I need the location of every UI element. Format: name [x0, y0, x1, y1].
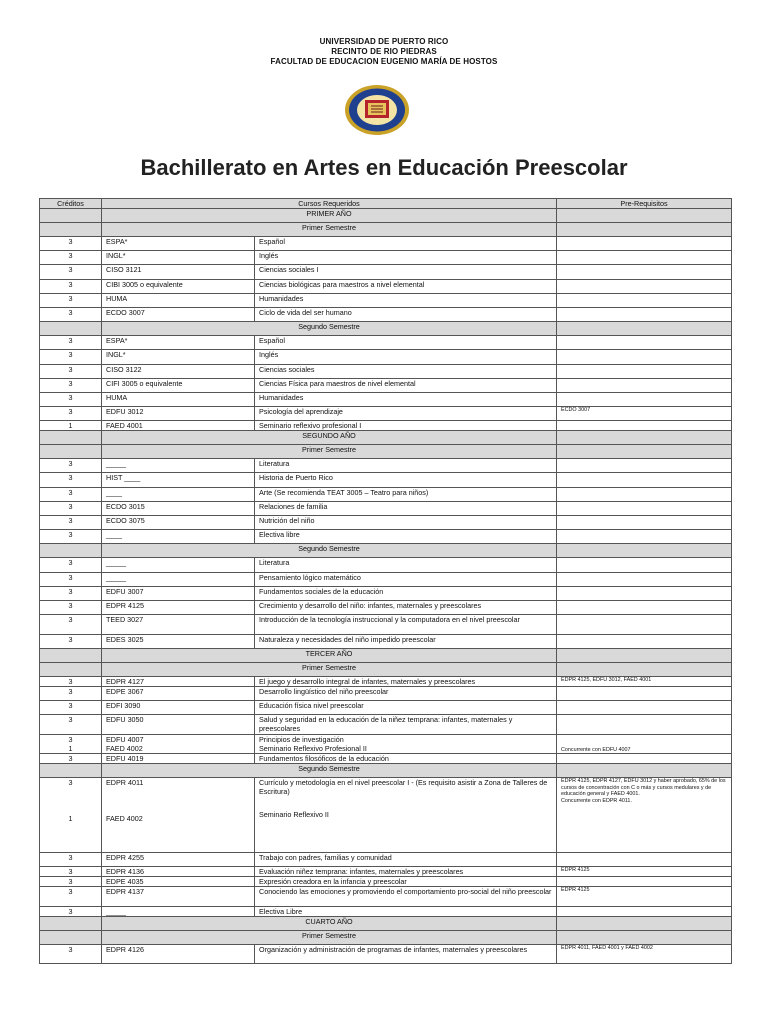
course-code-line: FAED 4002 [106, 814, 143, 824]
prerequisite-cell [557, 686, 732, 700]
course-code-cell: TEED 3027 [102, 615, 255, 635]
prerequisite-cell [557, 877, 732, 887]
year-heading [40, 431, 732, 445]
credits-line: 1 [68, 814, 73, 824]
course-name-cell: Humanidades [255, 392, 557, 406]
course-code-cell: EDPR 4255 [102, 853, 255, 867]
course-name-cell: Psicología del aprendizaje [255, 407, 557, 421]
course-name-cell: Español [255, 336, 557, 350]
prerequisite-cell [557, 307, 732, 321]
course-code-cell: ____ [102, 487, 255, 501]
university-name: UNIVERSIDAD DE PUERTO RICO [319, 37, 449, 46]
table-row [40, 778, 732, 853]
credits-cell: 3 [40, 487, 102, 501]
semester-heading [40, 764, 732, 778]
section-blank-cell [557, 544, 732, 558]
prerequisite-cell [557, 572, 732, 586]
course-code-cell: HUMA [102, 293, 255, 307]
course-code-cell: ESPA* [102, 336, 255, 350]
section-label: Primer Semestre [102, 930, 557, 944]
course-name-cell: Español [255, 237, 557, 251]
prerequisite-cell [557, 237, 732, 251]
credits-cell: 3 [40, 237, 102, 251]
credits-cell [40, 778, 102, 853]
course-code-cell: EDFU 3012 [102, 407, 255, 421]
section-blank-cell [557, 930, 732, 944]
course-code-cell: _____ [102, 558, 255, 572]
credits-header: Créditos [40, 199, 102, 209]
section-label: CUARTO AÑO [102, 916, 557, 930]
table-row [40, 530, 732, 544]
course-name-cell: Salud y seguridad en la educación de la niñez temprana: infantes, maternales y preescolares [255, 715, 557, 735]
table-header-row [40, 199, 732, 209]
credits-cell: 3 [40, 378, 102, 392]
course-code-cell: INGL* [102, 251, 255, 265]
prerequisite-cell [557, 392, 732, 406]
page-title: Bachillerato en Artes en Educación Preescolar [140, 155, 628, 180]
course-code-cell: _____ [102, 572, 255, 586]
section-blank-cell [557, 916, 732, 930]
section-label: Primer Semestre [102, 662, 557, 676]
course-code-cell: HIST ____ [102, 473, 255, 487]
table-row [40, 615, 732, 635]
section-blank-cell [40, 662, 102, 676]
prerequisite-cell [557, 378, 732, 392]
course-code-cell: _____ [102, 906, 255, 916]
section-blank-cell [40, 648, 102, 662]
course-code-cell: INGL* [102, 350, 255, 364]
credits-cell: 3 [40, 853, 102, 867]
course-name-cell: Inglés [255, 251, 557, 265]
prerequisite-cell [557, 501, 732, 515]
course-code-cell: _____ [102, 459, 255, 473]
prerequisite-cell [557, 906, 732, 916]
table-row [40, 558, 732, 572]
course-name-cell: Ciclo de vida del ser humano [255, 307, 557, 321]
section-blank-cell [557, 223, 732, 237]
course-code-line: EDPR 4011 [106, 778, 144, 788]
course-name-cell: Relaciones de familia [255, 501, 557, 515]
year-heading [40, 648, 732, 662]
course-name-cell: Inglés [255, 350, 557, 364]
table-row [40, 392, 732, 406]
credits-cell-line: 1 [68, 743, 73, 753]
course-name-cell: El juego y desarrollo integral de infantes, maternales y preescolares [255, 676, 557, 686]
credits-cell: 3 [40, 867, 102, 877]
table-row [40, 237, 732, 251]
table-row [40, 378, 732, 392]
section-blank-cell [40, 916, 102, 930]
course-name-cell: Organización y administración de programas de infantes, maternales y preescolares [255, 944, 557, 964]
credits-cell: 3 [40, 459, 102, 473]
prerequisite-cell [557, 265, 732, 279]
course-name-cell [255, 778, 557, 853]
credits-cell: 3 [40, 473, 102, 487]
prerequisite-cell: ECDO 3007 [557, 407, 732, 421]
prerequisite-cell [557, 600, 732, 614]
course-name-cell: Ciencias Física para maestros de nivel elemental [255, 378, 557, 392]
institution-header [0, 37, 768, 67]
table-row [40, 701, 732, 715]
prerequisite-cell [557, 586, 732, 600]
curriculum-table [39, 198, 732, 964]
course-name-cell: Seminario reflexivo profesional I [255, 421, 557, 431]
year-heading [40, 916, 732, 930]
table-row [40, 586, 732, 600]
table-row [40, 867, 732, 877]
credits-cell: 3 [40, 251, 102, 265]
table-row [40, 265, 732, 279]
semester-heading [40, 322, 732, 336]
table-row [40, 715, 732, 735]
prerequisite-line: EDPR 4125, EDPR 4127, EDFU 3012 y haber aprobado, 65% de los cursos de concentración con C o más y cursos medulares y de educación general y FAED 4001. [561, 778, 726, 798]
credits-cell: 3 [40, 634, 102, 648]
prerequisite-cell [557, 558, 732, 572]
section-blank-cell [40, 431, 102, 445]
credits-cell: 3 [40, 516, 102, 530]
section-blank-cell [40, 209, 102, 223]
course-name-cell: Historia de Puerto Rico [255, 473, 557, 487]
course-code-cell: CIBI 3005 o equivalente [102, 279, 255, 293]
table-row [40, 336, 732, 350]
credits-cell: 3 [40, 715, 102, 735]
prerequisite-cell [557, 701, 732, 715]
course-name-cell-line: Principios de investigación [259, 734, 344, 744]
section-blank-cell [557, 648, 732, 662]
course-name-cell: Trabajo con padres, familias y comunidad [255, 853, 557, 867]
section-blank-cell [557, 322, 732, 336]
course-name-cell: Introducción de la tecnología instruccional y la computadora en el nivel preescolar [255, 615, 557, 635]
credits-cell: 3 [40, 501, 102, 515]
semester-heading [40, 544, 732, 558]
credits-line: 3 [68, 778, 73, 788]
course-code-cell [102, 778, 255, 853]
prerequisite-line: Concurrente con EDPR 4011. [561, 797, 632, 804]
table-row [40, 676, 732, 686]
table-row [40, 473, 732, 487]
table-row [40, 350, 732, 364]
course-name-cell: Conociendo las emociones y promoviendo el comportamiento pro-social del niño preescolar [255, 887, 557, 907]
course-code-cell: FAED 4001 [102, 421, 255, 431]
prerequisite-cell: EDPR 4125, EDFU 3012, FAED 4001 [557, 676, 732, 686]
prerequisites-header: Pre-Requisitos [557, 199, 732, 209]
table-row [40, 887, 732, 907]
section-label: Segundo Semestre [102, 322, 557, 336]
credits-cell: 3 [40, 754, 102, 764]
credits-cell: 3 [40, 530, 102, 544]
course-name-cell: Arte (Se recomienda TEAT 3005 – Teatro para niños) [255, 487, 557, 501]
section-blank-cell [40, 223, 102, 237]
credits-cell: 3 [40, 350, 102, 364]
table-row [40, 877, 732, 887]
credits-cell: 3 [40, 600, 102, 614]
prerequisite-cell [557, 853, 732, 867]
course-code-cell: EDPR 4126 [102, 944, 255, 964]
prerequisite-cell [557, 279, 732, 293]
semester-heading [40, 930, 732, 944]
credits-cell: 3 [40, 572, 102, 586]
section-blank-cell [40, 322, 102, 336]
section-blank-cell [40, 764, 102, 778]
table-row [40, 407, 732, 421]
credits-cell: 3 [40, 279, 102, 293]
table-row [40, 906, 732, 916]
course-name-cell: Ciencias sociales I [255, 265, 557, 279]
credits-cell: 3 [40, 307, 102, 321]
course-code-cell: ECDO 3007 [102, 307, 255, 321]
prerequisite-cell [557, 364, 732, 378]
course-code-cell: CISO 3122 [102, 364, 255, 378]
credits-cell: 1 [40, 421, 102, 431]
faculty-name: FACULTAD DE EDUCACION EUGENIO MARÍA DE HOSTOS [270, 57, 498, 66]
table-row [40, 421, 732, 431]
prerequisite-cell [557, 715, 732, 735]
course-name-line: Seminario Reflexivo II [259, 810, 329, 820]
prerequisite-cell [557, 336, 732, 350]
semester-heading [40, 223, 732, 237]
credits-cell: 3 [40, 906, 102, 916]
credits-cell: 3 [40, 686, 102, 700]
table-row [40, 307, 732, 321]
table-row [40, 572, 732, 586]
credits-cell: 3 [40, 944, 102, 964]
table-row [40, 686, 732, 700]
prerequisite-cell [557, 516, 732, 530]
table-row [40, 279, 732, 293]
section-label: Primer Semestre [102, 445, 557, 459]
section-label: TERCER AÑO [102, 648, 557, 662]
prerequisite-cell [557, 251, 732, 265]
prerequisite-cell [557, 634, 732, 648]
course-name-cell: Educación física nivel preescolar [255, 701, 557, 715]
course-code-cell: CISO 3121 [102, 265, 255, 279]
credits-cell: 3 [40, 265, 102, 279]
table-row [40, 853, 732, 867]
course-code-cell: EDFU 4019 [102, 754, 255, 764]
course-code-cell: ____ [102, 530, 255, 544]
credits-cell: 3 [40, 877, 102, 887]
prerequisite-cell: EDPR 4011, FAED 4001 y FAED 4002 [557, 944, 732, 964]
prerequisite-cell: EDPR 4125 [557, 867, 732, 877]
course-code-cell: EDPR 4136 [102, 867, 255, 877]
semester-heading [40, 445, 732, 459]
campus-name: RECINTO DE RIO PIEDRAS [331, 47, 437, 56]
course-name-cell: Evaluación niñez temprana: infantes, maternales y preescolares [255, 867, 557, 877]
course-code-cell: EDPR 4137 [102, 887, 255, 907]
course-code-cell: EDPR 4125 [102, 600, 255, 614]
curriculum-body [40, 209, 732, 964]
course-name-cell: Literatura [255, 558, 557, 572]
courses-header: Cursos Requeridos [102, 199, 557, 209]
university-seal-icon [344, 84, 410, 136]
section-blank-cell [557, 209, 732, 223]
course-code-cell: EDPE 3067 [102, 686, 255, 700]
course-code-cell: ESPA* [102, 237, 255, 251]
prerequisite-cell [557, 459, 732, 473]
course-code-cell: EDPE 4035 [102, 877, 255, 887]
course-code-cell: EDPR 4127 [102, 676, 255, 686]
course-name-cell: Electiva libre [255, 530, 557, 544]
table-row [40, 293, 732, 307]
course-code-cell [102, 734, 255, 754]
year-heading [40, 209, 732, 223]
section-label: PRIMER AÑO [102, 209, 557, 223]
course-code-cell: ECDO 3015 [102, 501, 255, 515]
course-code-cell: CIFI 3005 o equivalente [102, 378, 255, 392]
credits-cell-line: 3 [68, 734, 73, 744]
prerequisite-cell [557, 473, 732, 487]
prerequisite-cell [557, 421, 732, 431]
credits-cell: 3 [40, 293, 102, 307]
table-row [40, 487, 732, 501]
credits-cell: 3 [40, 586, 102, 600]
credits-cell: 3 [40, 887, 102, 907]
course-code-cell: ECDO 3075 [102, 516, 255, 530]
table-row [40, 516, 732, 530]
credits-cell: 3 [40, 615, 102, 635]
credits-cell: 3 [40, 701, 102, 715]
course-name-cell: Pensamiento lógico matemático [255, 572, 557, 586]
semester-heading [40, 662, 732, 676]
prerequisite-cell: EDPR 4125 [557, 887, 732, 907]
section-blank-cell [40, 445, 102, 459]
section-label: Primer Semestre [102, 223, 557, 237]
section-blank-cell [40, 544, 102, 558]
prerequisite-cell [557, 350, 732, 364]
section-blank-cell [557, 662, 732, 676]
course-code-cell: HUMA [102, 392, 255, 406]
prerequisite-cell: Concurrente con EDFU 4007 [557, 734, 732, 754]
course-name-line: Currículo y metodología en el nivel preescolar I - (Es requisito asistir a Zona de Talleres de Escritura) [259, 778, 548, 797]
table-row [40, 734, 732, 754]
course-name-cell: Humanidades [255, 293, 557, 307]
prerequisite-cell [557, 293, 732, 307]
credits-cell: 3 [40, 392, 102, 406]
prerequisite-cell [557, 778, 732, 853]
course-code-cell: EDFI 3090 [102, 701, 255, 715]
section-blank-cell [557, 431, 732, 445]
course-name-cell: Expresión creadora en la infancia y preescolar [255, 877, 557, 887]
table-row [40, 634, 732, 648]
table-row [40, 459, 732, 473]
course-name-cell: Electiva Libre [255, 906, 557, 916]
course-code-cell-line: FAED 4002 [106, 743, 143, 753]
table-row [40, 944, 732, 964]
credits-cell [40, 734, 102, 754]
section-label: Segundo Semestre [102, 544, 557, 558]
credits-cell: 3 [40, 364, 102, 378]
table-row [40, 754, 732, 764]
course-name-cell: Crecimiento y desarrollo del niño: infantes, maternales y preescolares [255, 600, 557, 614]
section-blank-cell [40, 930, 102, 944]
course-name-cell: Fundamentos filosóficos de la educación [255, 754, 557, 764]
section-label: Segundo Semestre [102, 764, 557, 778]
prerequisite-cell [557, 487, 732, 501]
course-code-cell: EDFU 3007 [102, 586, 255, 600]
credits-cell: 3 [40, 558, 102, 572]
course-code-cell-line: EDFU 4007 [106, 734, 144, 744]
prerequisite-cell [557, 530, 732, 544]
course-code-cell: EDFU 3050 [102, 715, 255, 735]
course-name-cell-line: Seminario Reflexivo Profesional II [259, 743, 367, 753]
table-row [40, 600, 732, 614]
credits-cell: 3 [40, 336, 102, 350]
course-name-cell: Literatura [255, 459, 557, 473]
prerequisite-cell [557, 615, 732, 635]
section-blank-cell [557, 445, 732, 459]
table-row [40, 251, 732, 265]
course-name-cell: Nutrición del niño [255, 516, 557, 530]
course-code-cell: EDES 3025 [102, 634, 255, 648]
course-name-cell: Ciencias sociales [255, 364, 557, 378]
table-row [40, 364, 732, 378]
credits-cell: 3 [40, 407, 102, 421]
course-name-cell [255, 734, 557, 754]
credits-cell: 3 [40, 676, 102, 686]
prerequisite-cell [557, 754, 732, 764]
course-name-cell: Fundamentos sociales de la educación [255, 586, 557, 600]
section-label: SEGUNDO AÑO [102, 431, 557, 445]
course-name-cell: Naturaleza y necesidades del niño impedido preescolar [255, 634, 557, 648]
course-name-cell: Desarrollo lingüístico del niño preescolar [255, 686, 557, 700]
section-blank-cell [557, 764, 732, 778]
table-row [40, 501, 732, 515]
course-name-cell: Ciencias biológicas para maestros a nivel elemental [255, 279, 557, 293]
